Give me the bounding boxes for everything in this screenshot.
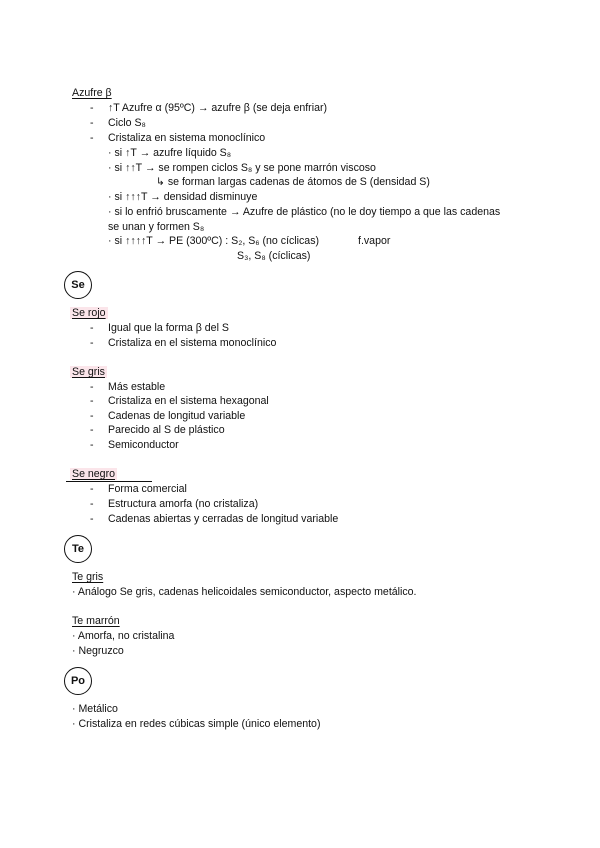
te-marron-heading: Te marrón (72, 615, 120, 627)
bullet-dash: - (90, 498, 94, 510)
azufre-item-2: Ciclo S₈ (108, 117, 146, 129)
se-negro-item-1: Forma comercial (108, 483, 187, 495)
azufre-sub-7: · si ↑↑↑↑T → PE (300ºC) : S₂, S₆ (no cíclicas) (108, 235, 320, 247)
azufre-sub-3: ↳ se forman largas cadenas de átomos de S (densidad S) (156, 176, 430, 188)
bullet-dash: - (90, 483, 94, 495)
bullet-dash: - (90, 439, 94, 451)
azufre-item-1: ↑T Azufre α (95ºC) → azufre β (se deja enfriar) (108, 102, 328, 114)
bullet-dash: - (90, 395, 94, 407)
azufre-sub-1: · si ↑T → azufre líquido S₈ (108, 147, 232, 159)
te-element-circle: Te (64, 535, 92, 563)
se-gris-item-1: Más estable (108, 381, 166, 393)
se-rojo-item-1: Igual que la forma β del S (108, 322, 229, 334)
bullet-dash: - (90, 322, 94, 334)
po-item-1: · Metálico (72, 703, 118, 715)
po-element-circle: Po (64, 667, 92, 695)
bullet-dash: - (90, 513, 94, 525)
se-gris-item-3: Cadenas de longitud variable (108, 410, 246, 422)
se-gris-item-4: Parecido al S de plástico (108, 424, 225, 436)
te-marron-item-2: · Negruzco (72, 645, 124, 657)
bullet-dash: - (90, 117, 94, 129)
te-gris-heading: Te gris (72, 571, 104, 583)
azufre-sub-6: se unan y formen S₈ (108, 221, 205, 233)
azufre-sub-9: S₃, S₈ (cíclicas) (237, 250, 311, 262)
bullet-dash: - (90, 132, 94, 144)
po-item-2: · Cristaliza en redes cúbicas simple (único elemento) (72, 718, 321, 730)
bullet-dash: - (90, 381, 94, 393)
se-gris-heading: Se gris (72, 366, 105, 378)
bullet-dash: - (90, 410, 94, 422)
se-gris-item-2: Cristaliza en el sistema hexagonal (108, 395, 269, 407)
se-rojo-item-2: Cristaliza en el sistema monoclínico (108, 337, 277, 349)
azufre-sub-4: · si ↑↑↑T → densidad disminuye (108, 191, 258, 203)
se-element-circle: Se (64, 271, 92, 299)
se-negro-underline (66, 481, 152, 482)
se-gris-item-5: Semiconductor (108, 439, 179, 451)
azufre-beta-heading: Azufre β (72, 87, 112, 99)
te-gris-item-1: · Análogo Se gris, cadenas helicoidales semiconductor, aspecto metálico. (72, 586, 417, 598)
azufre-sub-2: · si ↑↑T → se rompen ciclos S₈ y se pone marrón viscoso (108, 162, 376, 174)
azufre-sub-5: · si lo enfrió bruscamente → Azufre de plástico (no le doy tiempo a que las cadenas (108, 206, 501, 218)
se-negro-item-3: Cadenas abiertas y cerradas de longitud variable (108, 513, 339, 525)
te-marron-item-1: · Amorfa, no cristalina (72, 630, 175, 642)
bullet-dash: - (90, 424, 94, 436)
bullet-dash: - (90, 102, 94, 114)
se-negro-item-2: Estructura amorfa (no cristaliza) (108, 498, 259, 510)
bullet-dash: - (90, 337, 94, 349)
azufre-item-3: Cristaliza en sistema monoclínico (108, 132, 266, 144)
se-negro-heading: Se negro (72, 468, 115, 480)
se-rojo-heading: Se rojo (72, 307, 106, 319)
azufre-sub-fvapor: f.vapor (358, 235, 391, 247)
